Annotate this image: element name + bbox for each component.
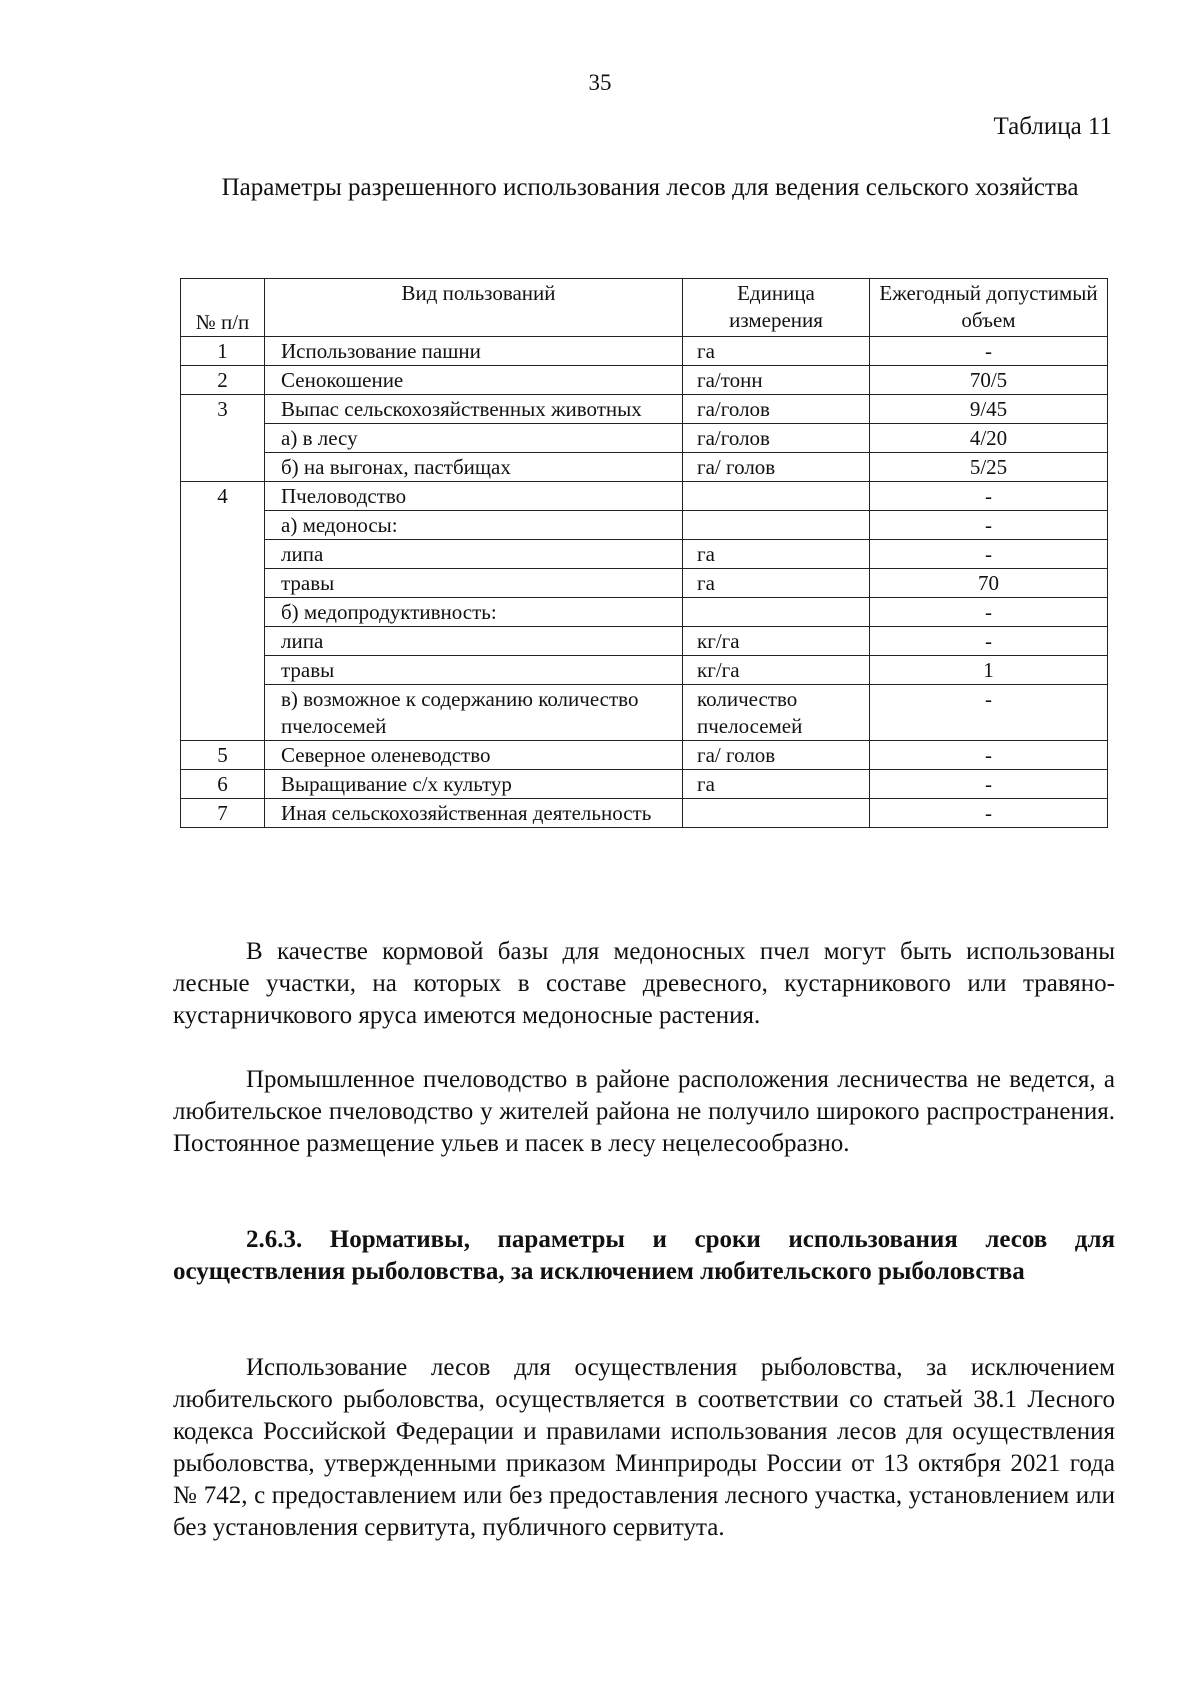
- cell-num: 1: [181, 337, 265, 366]
- cell-kind: Выпас сельскохозяйственных животных: [265, 395, 683, 424]
- cell-volume: 5/25: [870, 453, 1108, 482]
- cell-volume: 4/20: [870, 424, 1108, 453]
- header-kind: Вид пользований: [265, 279, 683, 337]
- table-row: [181, 627, 1108, 656]
- cell-kind: Северное оленеводство: [265, 741, 683, 770]
- table-row: [181, 685, 1108, 741]
- cell-volume: -: [870, 337, 1108, 366]
- cell-unit: кг/га: [683, 627, 870, 656]
- cell-kind: Использование пашни: [265, 337, 683, 366]
- cell-kind: а) медоносы:: [265, 511, 683, 540]
- cell-unit: га: [683, 569, 870, 598]
- cell-kind: липа: [265, 540, 683, 569]
- cell-unit: [683, 482, 870, 511]
- paragraph-honey-base: В качестве кормовой базы для медоносных пчел могут быть использованы лесные участки, на которых в составе древесного, кустарникового или травяно-кустарничкового яруса имеются медоносные растения.: [173, 938, 1115, 1029]
- table-row: [181, 337, 1108, 366]
- table-row: [181, 366, 1108, 395]
- cell-num: 5: [181, 741, 265, 770]
- header-unit: Единица измерения: [683, 279, 870, 337]
- table-row: [181, 482, 1108, 511]
- cell-unit: кг/га: [683, 656, 870, 685]
- cell-volume: -: [870, 540, 1108, 569]
- cell-unit: га/тонн: [683, 366, 870, 395]
- cell-kind: в) возможное к содержанию количество пчелосемей: [265, 685, 683, 741]
- cell-volume: -: [870, 741, 1108, 770]
- page-number: 35: [588, 70, 612, 95]
- table-row: [181, 799, 1108, 828]
- cell-volume: 9/45: [870, 395, 1108, 424]
- cell-kind: Иная сельскохозяйственная деятельность: [265, 799, 683, 828]
- cell-volume: 70: [870, 569, 1108, 598]
- cell-unit: га: [683, 337, 870, 366]
- cell-volume: -: [870, 770, 1108, 799]
- table-header-row: [181, 279, 1108, 337]
- cell-volume: 1: [870, 656, 1108, 685]
- cell-volume: -: [870, 511, 1108, 540]
- table-row: [181, 424, 1108, 453]
- cell-kind: травы: [265, 569, 683, 598]
- cell-volume: -: [870, 685, 1108, 741]
- cell-num: 6: [181, 770, 265, 799]
- cell-kind: Пчеловодство: [265, 482, 683, 511]
- cell-num: 3: [181, 395, 265, 482]
- cell-kind: б) на выгонах, пастбищах: [265, 453, 683, 482]
- cell-volume: -: [870, 627, 1108, 656]
- cell-unit: га/голов: [683, 395, 870, 424]
- paragraph-fishing: Использование лесов для осуществления рыболовства, за исключением любительского рыболовства, осуществляется в соответствии со статьей 38.1 Лесного кодекса Российской Федерации и правилами использования лесов для осуществления рыболовства, утвержденными приказом Минприроды России от 13 октября 2021 года № 742, с предоставлением или без предоставления лесного участка, установлением или без установления сервитута, публичного сервитута.: [173, 1354, 1115, 1541]
- cell-volume: -: [870, 799, 1108, 828]
- cell-num: 2: [181, 366, 265, 395]
- table-caption: Параметры разрешенного использования лесов для ведения сельского хозяйства: [221, 174, 1079, 201]
- cell-unit: количество пчелосемей: [683, 685, 870, 741]
- cell-unit: га/ голов: [683, 453, 870, 482]
- cell-volume: 70/5: [870, 366, 1108, 395]
- cell-unit: [683, 799, 870, 828]
- cell-kind: липа: [265, 627, 683, 656]
- table-label: Таблица 11: [993, 113, 1112, 140]
- header-volume: Ежегодный допустимый объем: [870, 279, 1108, 337]
- cell-kind: Сенокошение: [265, 366, 683, 395]
- table-row: [181, 395, 1108, 424]
- table-row: [181, 656, 1108, 685]
- table-row: [181, 453, 1108, 482]
- cell-volume: -: [870, 482, 1108, 511]
- cell-unit: [683, 598, 870, 627]
- table-row: [181, 569, 1108, 598]
- cell-num: 4: [181, 482, 265, 741]
- section-heading: 2.6.3. Нормативы, параметры и сроки использования лесов для осуществления рыболовства, за исключением любительского рыболовства: [173, 1226, 1115, 1285]
- cell-unit: га/голов: [683, 424, 870, 453]
- table-row: [181, 770, 1108, 799]
- cell-kind: Выращивание с/х культур: [265, 770, 683, 799]
- cell-unit: га: [683, 770, 870, 799]
- cell-unit: [683, 511, 870, 540]
- cell-num: 7: [181, 799, 265, 828]
- cell-kind: травы: [265, 656, 683, 685]
- cell-kind: а) в лесу: [265, 424, 683, 453]
- cell-unit: га: [683, 540, 870, 569]
- table-row: [181, 511, 1108, 540]
- table-row: [181, 741, 1108, 770]
- table-row: [181, 540, 1108, 569]
- cell-kind: б) медопродуктивность:: [265, 598, 683, 627]
- cell-volume: -: [870, 598, 1108, 627]
- parameters-table: [180, 278, 1108, 828]
- table-row: [181, 598, 1108, 627]
- paragraph-beekeeping: Промышленное пчеловодство в районе расположения лесничества не ведется, а любительское пчеловодство у жителей района не получило широкого распространения. Постоянное размещение ульев и пасек в лесу нецелесообразно.: [173, 1066, 1115, 1157]
- header-num: № п/п: [181, 279, 265, 337]
- cell-unit: га/ голов: [683, 741, 870, 770]
